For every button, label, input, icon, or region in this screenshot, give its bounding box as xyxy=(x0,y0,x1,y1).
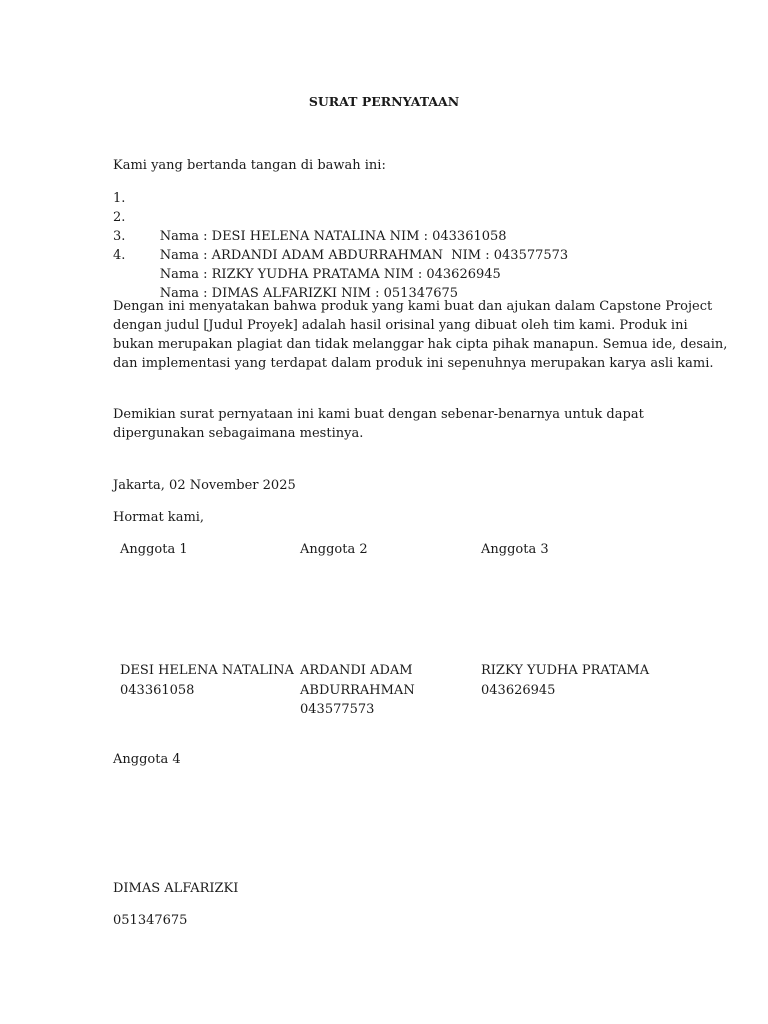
paragraph-line: dipergunakan sebagaimana mestinya. xyxy=(113,426,364,441)
signer-name: DESI HELENA NATALINA xyxy=(120,663,294,678)
signature-label-2: Anggota 2 xyxy=(300,542,368,557)
member-entry: Nama : DESI HELENA NATALINA NIM : 043361058 xyxy=(159,229,507,244)
signature-block-3 xyxy=(481,661,656,700)
intro-text: Kami yang bertanda tangan di bawah ini: xyxy=(113,158,386,173)
member-entry: Nama : ARDANDI ADAM ABDURRAHMAN NIM : 043577573 xyxy=(159,248,569,263)
list-number: 4. xyxy=(113,248,126,263)
signer-nim: 043361058 xyxy=(120,682,195,698)
closing-salutation: Hormat kami, xyxy=(113,510,205,525)
paragraph-line: Demikian surat pernyataan ini kami buat dengan sebenar-benarnya untuk dapat xyxy=(113,407,644,422)
paragraph-line: bukan merupakan plagiat dan tidak melanggar hak cipta pihak manapun. Semua ide, desain, xyxy=(113,337,728,352)
signature-label-4: Anggota 4 xyxy=(113,752,181,767)
signer-name: ABDURRAHMAN xyxy=(300,682,415,698)
paragraph-line: dan implementasi yang terdapat dalam produk ini sepenuhnya merupakan karya asli kami. xyxy=(113,356,714,371)
paragraph-line: Dengan ini menyatakan bahwa produk yang kami buat dan ajukan dalam Capstone Project xyxy=(113,299,713,314)
list-number: 2. xyxy=(113,210,126,225)
member-list xyxy=(113,189,569,301)
closing-paragraph xyxy=(113,405,673,443)
paragraph-line: dengan judul [Judul Proyek] adalah hasil orisinal yang dibuat oleh tim kami. Produk ini xyxy=(113,318,688,333)
signature-label-1: Anggota 1 xyxy=(120,542,188,557)
list-number: 3. xyxy=(113,229,126,244)
list-number: 1. xyxy=(113,191,126,206)
place-date: Jakarta, 02 November 2025 xyxy=(113,478,296,493)
signer-nim-4: 051347675 xyxy=(113,913,188,928)
signer-nim: 043577573 xyxy=(300,702,375,717)
signature-block-1 xyxy=(120,661,295,700)
signature-block-2 xyxy=(300,661,475,720)
list-item xyxy=(113,189,568,244)
document-title: SURAT PERNYATAAN xyxy=(308,94,460,109)
signer-name: RIZKY YUDHA PRATAMA xyxy=(481,663,650,678)
statement-paragraph xyxy=(113,297,728,373)
signer-nim: 043626945 xyxy=(481,682,556,698)
member-entry: Nama : RIZKY YUDHA PRATAMA NIM : 043626945 xyxy=(159,267,501,282)
member-entry: Nama : DIMAS ALFARIZKI NIM : 051347675 xyxy=(159,286,459,301)
signer-name: ARDANDI ADAM xyxy=(300,663,413,678)
signature-label-3: Anggota 3 xyxy=(481,542,549,557)
signer-name-4: DIMAS ALFARIZKI xyxy=(113,881,239,896)
